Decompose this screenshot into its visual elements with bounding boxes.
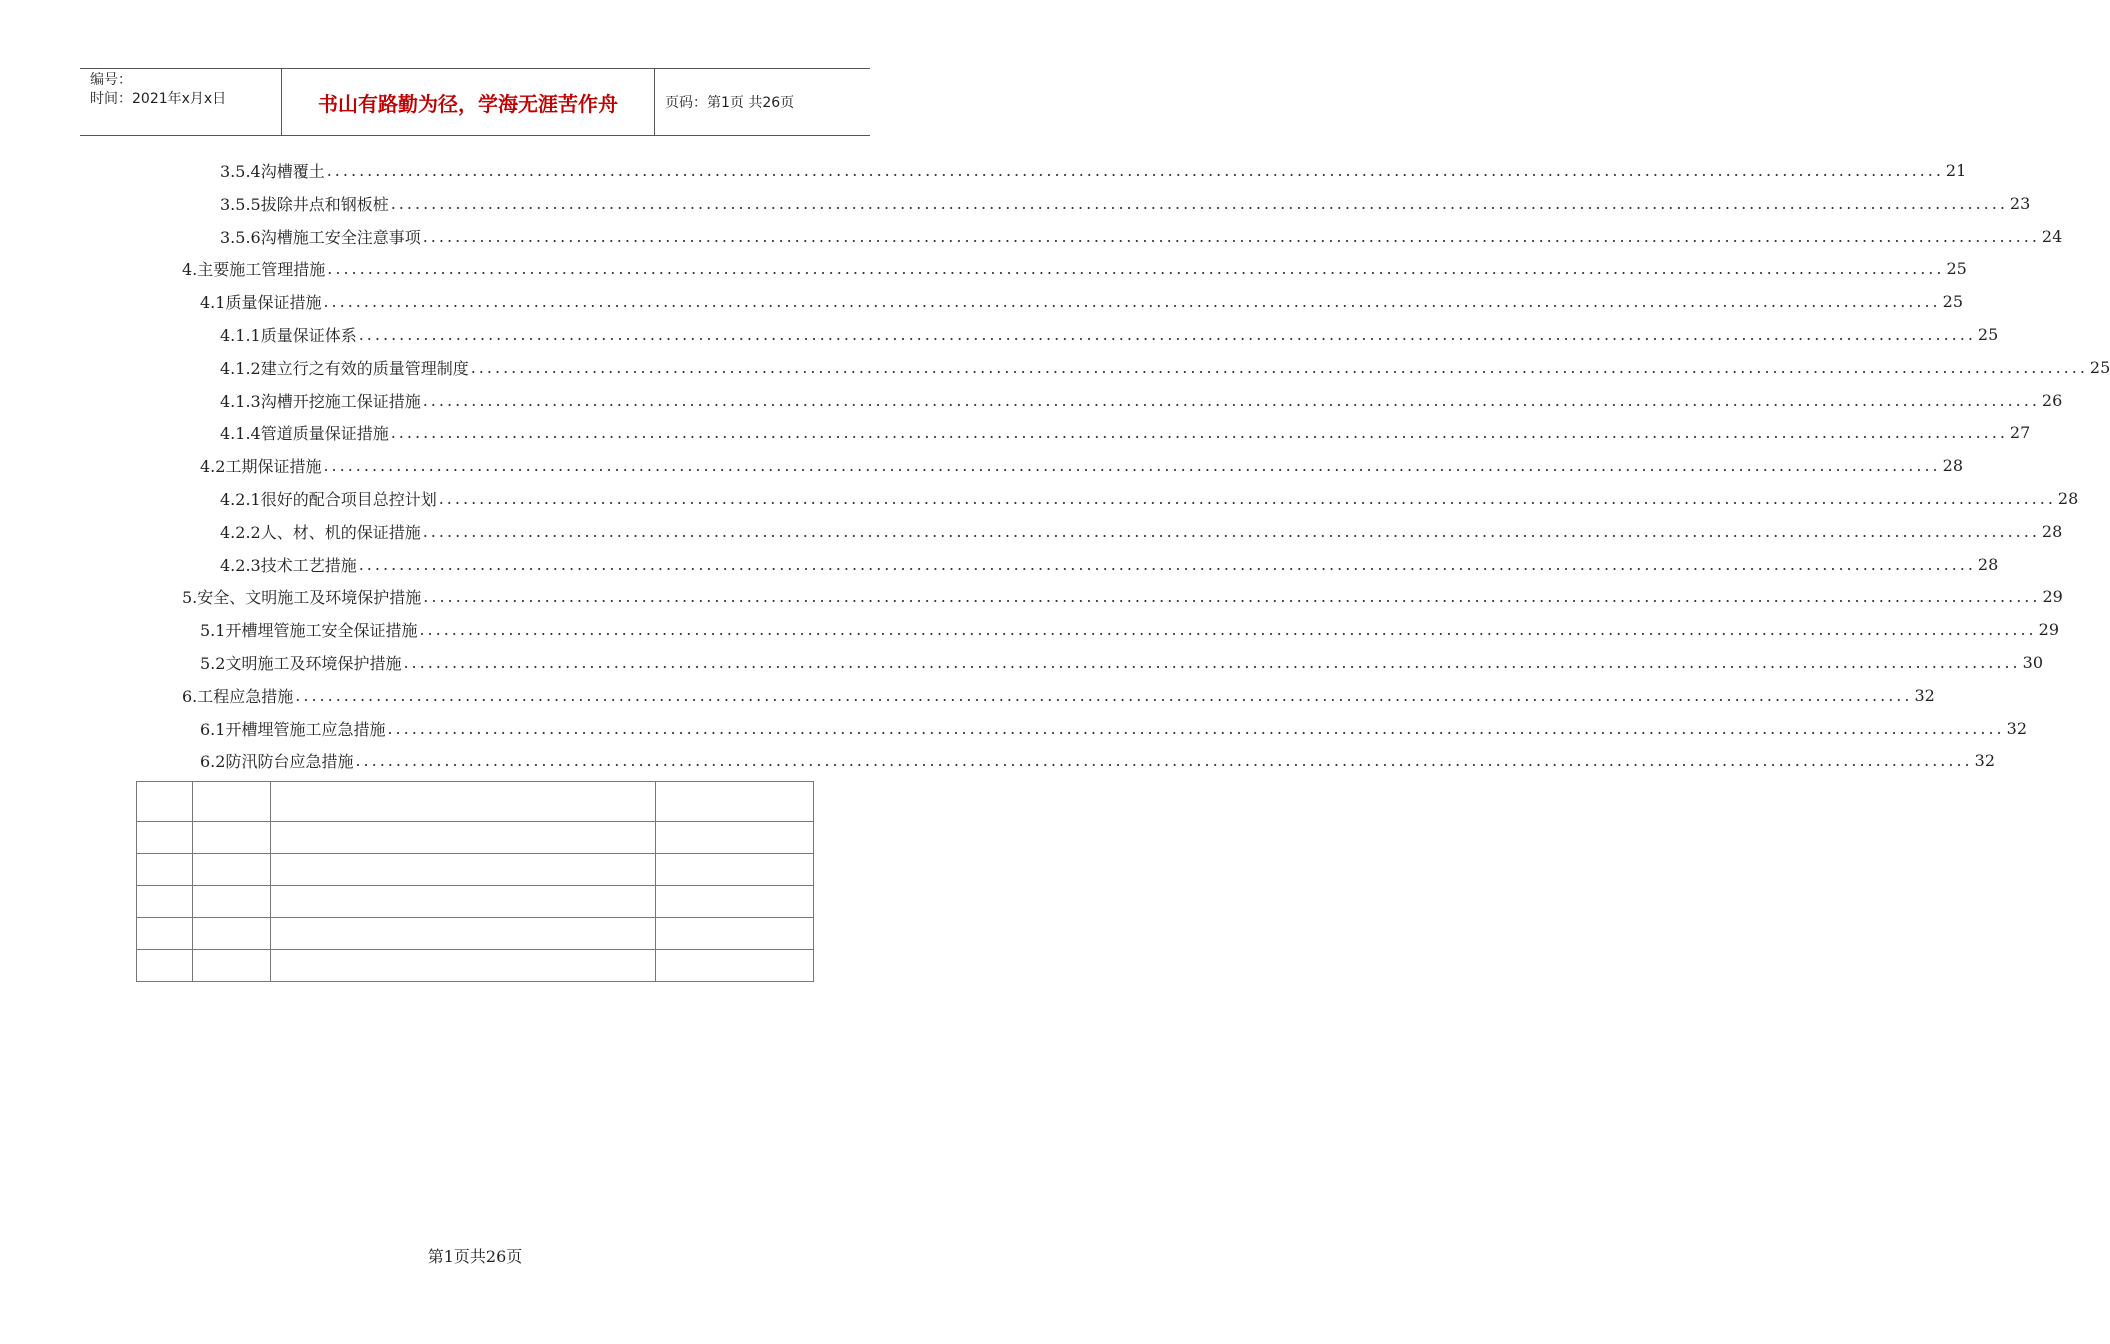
table-cell: [192, 822, 270, 854]
toc-entry-page: 32: [1914, 685, 1935, 705]
toc-entry-title: 5.1开槽埋管施工安全保证措施: [200, 621, 418, 641]
table-row: [137, 822, 814, 854]
table-cell: [270, 822, 655, 854]
header-page-info: 页码：第1页 共26页: [665, 95, 795, 111]
toc-entry[interactable]: [200, 744, 1995, 777]
table-cell: [192, 782, 270, 822]
toc-entry-title: 3.5.4沟槽覆土: [220, 162, 325, 181]
table-cell: [270, 886, 655, 918]
toc-dot-leader: ........................................................................................................................................................................................................: [438, 489, 2056, 508]
toc-entry[interactable]: [220, 416, 2031, 449]
toc-entry[interactable]: [200, 646, 2043, 679]
toc-entry-title: 3.5.5拔除井点和钢板桩: [220, 194, 389, 214]
table-cell: [137, 854, 193, 886]
toc-dot-leader: ........................................................................................................................................................................................................: [422, 390, 2040, 410]
toc-dot-leader: ........................................................................................................................................................................................................: [323, 456, 1941, 476]
document-time-label: 时间：2021年x月x日: [90, 91, 227, 107]
table-cell: [137, 950, 193, 982]
toc-entry-title: 6.1开槽埋管施工应急措施: [200, 719, 386, 739]
toc-dot-leader: ........................................................................................................................................................................................................: [327, 259, 1945, 279]
toc-entry-page: 28: [1942, 456, 1963, 476]
toc-entry-page: 28: [1977, 554, 1999, 574]
toc-entry[interactable]: [220, 220, 2063, 253]
table-cell: [656, 822, 814, 854]
toc-entry-title: 5.2文明施工及环境保护措施: [200, 654, 402, 673]
table-row: [137, 782, 814, 822]
table-cell: [192, 886, 270, 918]
table-cell: [656, 886, 814, 918]
toc-entry[interactable]: [220, 154, 1967, 187]
toc-entry-page: 25: [1942, 292, 1963, 312]
toc-entry-page: 23: [2009, 193, 2031, 213]
toc-entry-page: 28: [2057, 489, 2079, 508]
toc-dot-leader: ........................................................................................................................................................................................................: [355, 751, 1973, 771]
table-cell: [192, 854, 270, 886]
table-cell: [137, 886, 193, 918]
toc-dot-leader: ........................................................................................................................................................................................................: [419, 620, 2037, 640]
toc-entry[interactable]: [220, 187, 2031, 220]
toc-dot-leader: ........................................................................................................................................................................................................: [387, 718, 2005, 738]
table-cell: [192, 918, 270, 950]
toc-entry-page: 25: [1977, 325, 1999, 344]
toc-entry-title: 4.1.3沟槽开挖施工保证措施: [220, 391, 421, 411]
toc-entry-title: 5.安全、文明施工及环境保护措施: [182, 588, 422, 608]
toc-entry[interactable]: [182, 679, 1935, 712]
toc-dot-leader: ........................................................................................................................................................................................................: [403, 653, 2021, 672]
table-cell: [137, 918, 193, 950]
table-cell: [656, 918, 814, 950]
table-cell: [656, 782, 814, 822]
toc-dot-leader: ........................................................................................................................................................................................................: [422, 521, 2040, 541]
document-number-label: 编号：: [90, 72, 132, 88]
toc-entry-page: 25: [1946, 259, 1967, 279]
toc-entry[interactable]: [200, 285, 1963, 318]
toc-dot-leader: ........................................................................................................................................................................................................: [390, 423, 2008, 443]
toc-dot-leader: ........................................................................................................................................................................................................: [470, 357, 2088, 377]
toc-entry-title: 4.2.2人、材、机的保证措施: [220, 522, 421, 542]
toc-entry-page: 32: [2006, 718, 2027, 738]
toc-entry[interactable]: [200, 712, 2027, 745]
toc-entry-title: 4.2.3技术工艺措施: [220, 555, 357, 575]
toc-entry[interactable]: [220, 384, 2063, 417]
toc-entry-page: 30: [2022, 653, 2043, 672]
toc-entry-title: 3.5.6沟槽施工安全注意事项: [220, 227, 421, 247]
toc-entry-title: 4.1质量保证措施: [200, 293, 322, 313]
toc-dot-leader: ........................................................................................................................................................................................................: [323, 292, 1941, 312]
table-row: [137, 854, 814, 886]
toc-entry-page: 25: [2089, 357, 2110, 377]
toc-entry-page: 24: [2041, 226, 2063, 246]
toc-dot-leader: ........................................................................................................................................................................................................: [358, 554, 1976, 574]
table-cell: [192, 950, 270, 982]
table-cell: [270, 854, 655, 886]
toc-entry[interactable]: [220, 482, 2079, 515]
table-cell: [270, 782, 655, 822]
toc-entry-page: 26: [2041, 390, 2063, 410]
table-row: [137, 918, 814, 950]
toc-entry[interactable]: [220, 515, 2063, 548]
table-row: [137, 950, 814, 982]
table-cell: [137, 822, 193, 854]
toc-entry-page: 32: [1974, 751, 1995, 771]
header-motto: 书山有路勤为径，学海无涯苦作舟: [282, 69, 655, 135]
toc-entry-title: 4.1.1质量保证体系: [220, 326, 357, 345]
table-cell: [270, 950, 655, 982]
toc-entry[interactable]: [220, 318, 1999, 351]
toc-dot-leader: ........................................................................................................................................................................................................: [326, 161, 1944, 180]
table-cell: [656, 854, 814, 886]
toc-entry[interactable]: [182, 580, 2063, 613]
toc-entry-title: 4.主要施工管理措施: [182, 260, 326, 280]
header-meta: [80, 69, 282, 135]
table-cell: [270, 918, 655, 950]
toc-entry-page: 28: [2041, 521, 2063, 541]
toc-entry-page: 21: [1945, 161, 1967, 180]
toc-dot-leader: ........................................................................................................................................................................................................: [295, 685, 1913, 705]
toc-entry-title: 4.2工期保证措施: [200, 457, 322, 477]
blank-table: [136, 781, 814, 982]
toc-entry-title: 6.工程应急措施: [182, 686, 294, 706]
table-cell: [137, 782, 193, 822]
toc-entry[interactable]: [220, 351, 2110, 384]
toc-entry[interactable]: [182, 252, 1967, 285]
toc-entry[interactable]: [220, 548, 1999, 581]
toc-entry-title: 4.2.1很好的配合项目总控计划: [220, 490, 437, 509]
toc-entry-title: 6.2防汛防台应急措施: [200, 752, 354, 772]
toc-dot-leader: ........................................................................................................................................................................................................: [390, 193, 2008, 213]
toc-dot-leader: ........................................................................................................................................................................................................: [423, 587, 2041, 607]
toc-entry-page: 29: [2042, 587, 2063, 607]
toc-entry[interactable]: [200, 449, 1963, 482]
table-row: [137, 886, 814, 918]
table-cell: [656, 950, 814, 982]
toc-entry-title: 4.1.2建立行之有效的质量管理制度: [220, 358, 469, 378]
toc-dot-leader: ........................................................................................................................................................................................................: [358, 325, 1976, 344]
page-footer: 第1页共26页: [427, 1247, 523, 1266]
toc-dot-leader: ........................................................................................................................................................................................................: [422, 226, 2040, 246]
page-header: [80, 68, 870, 136]
toc-entry[interactable]: [200, 613, 2059, 646]
toc-entry-title: 4.1.4管道质量保证措施: [220, 424, 389, 444]
toc-entry-page: 27: [2009, 423, 2031, 443]
toc-entry-page: 29: [2038, 620, 2059, 640]
